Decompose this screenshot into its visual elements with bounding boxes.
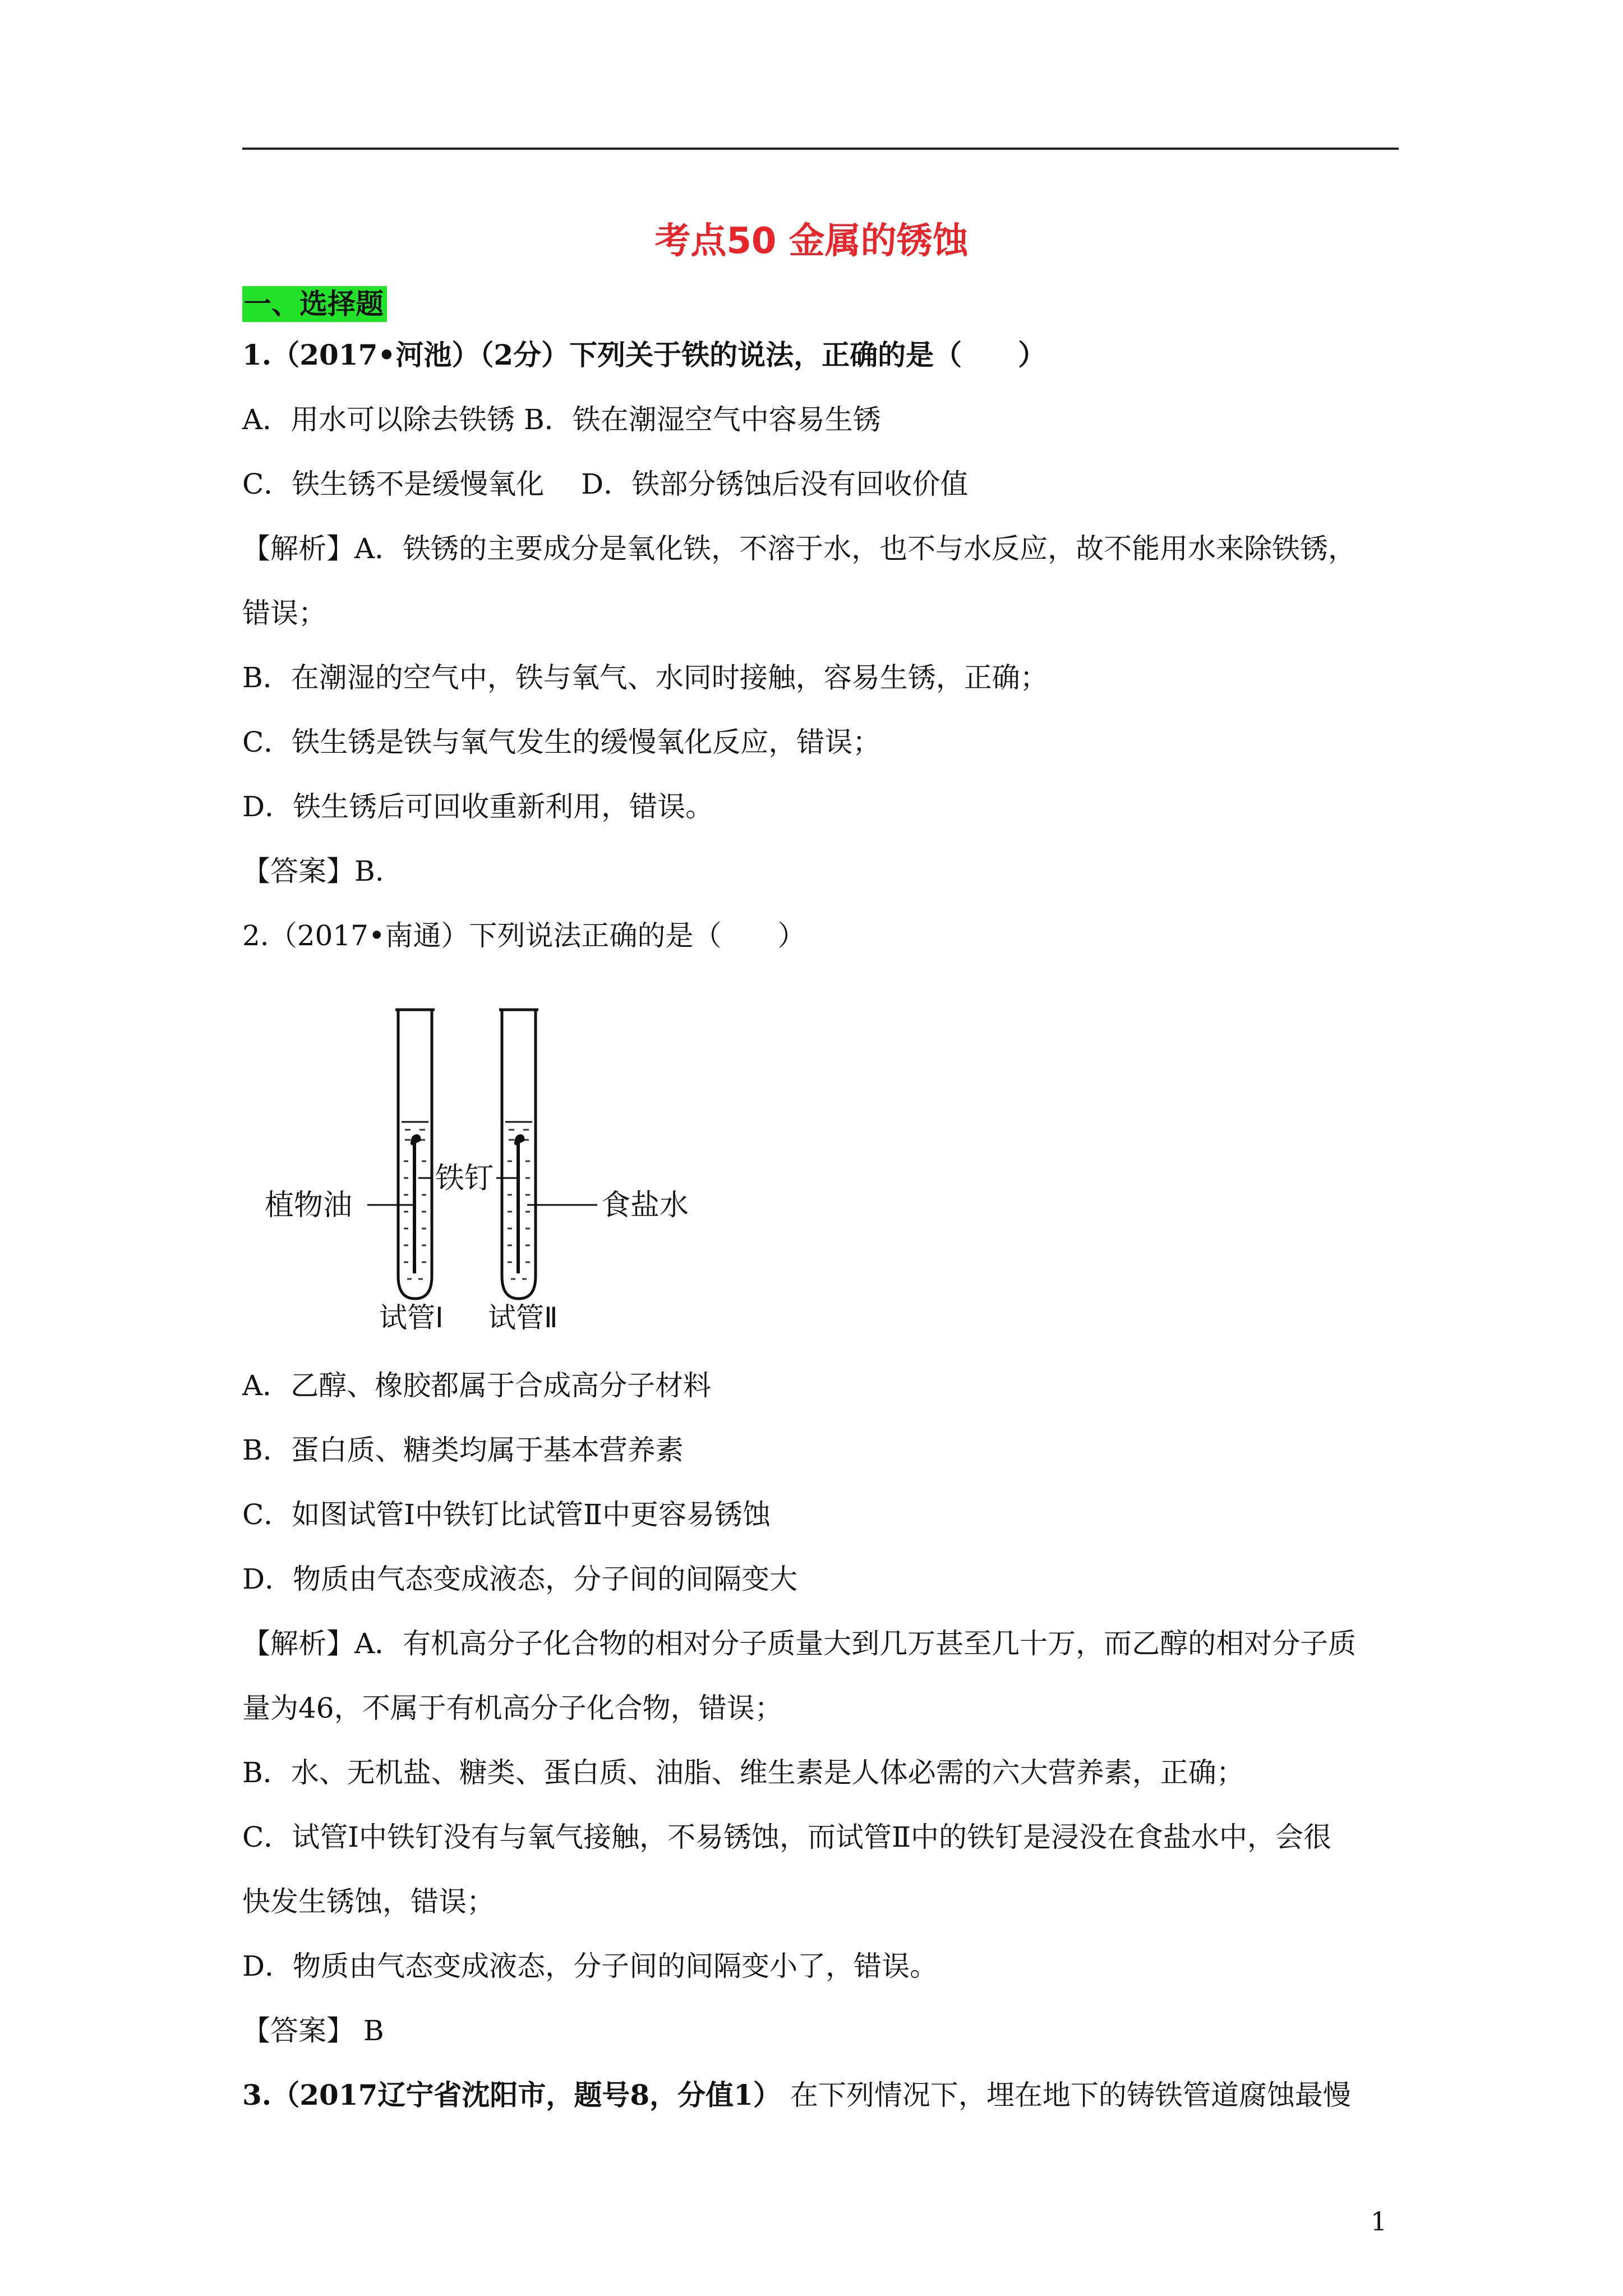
header-rule	[242, 148, 1399, 150]
question-1-analysis-line: 错误；	[242, 597, 326, 629]
page-title: 考点50 金属的锈蚀	[654, 220, 969, 262]
question-1-answer: 【答案】B.	[242, 855, 384, 887]
question-2-analysis-line: B．水、无机盐、糖类、蛋白质、油脂、维生素是人体必需的六大营养素，正确；	[242, 1756, 1244, 1789]
label-vegetable-oil: 植物油	[265, 1189, 353, 1222]
question-2-option-b: B．蛋白质、糖类均属于基本营养素	[242, 1434, 684, 1466]
question-3-source: 3.（2017辽宁省沈阳市，题号8，分值1）	[242, 2078, 781, 2111]
question-2-analysis-line: C．试管Ⅰ中铁钉没有与氧气接触，不易锈蚀，而试管Ⅱ中的铁钉是浸没在食盐水中，会很	[242, 1821, 1331, 1853]
test-tube-2	[499, 1010, 538, 1299]
question-2-answer: 【答案】 B	[242, 2014, 384, 2047]
question-3-stem	[242, 2073, 1399, 2118]
question-2-analysis-line: D．物质由气态变成液态，分子间的间隔变小了，错误。	[242, 1950, 938, 1982]
section-heading: 一、选择题	[242, 286, 387, 322]
question-1-analysis-line: C．铁生锈是铁与氧气发生的缓慢氧化反应，错误；	[242, 726, 881, 758]
test-tube-1	[395, 1010, 435, 1299]
label-salt-water: 食盐水	[601, 1189, 689, 1222]
question-1-analysis-line: 【解析】A．铁锈的主要成分是氧化铁，不溶于水，也不与水反应，故不能用水来除铁锈，	[242, 532, 1357, 565]
question-2-option-d: D．物质由气态变成液态，分子间的间隔变大	[242, 1563, 798, 1595]
question-2-option-c: C．如图试管Ⅰ中铁钉比试管Ⅱ中更容易锈蚀	[242, 1498, 771, 1531]
question-2-analysis-line: 量为46，不属于有机高分子化合物，错误；	[242, 1692, 783, 1724]
question-1-analysis-line: B．在潮湿的空气中，铁与氧气、水同时接触，容易生锈，正确；	[242, 661, 1048, 694]
label-test-tube-2: 试管Ⅱ	[488, 1301, 558, 1329]
question-2-analysis-line: 【解析】A．有机高分子化合物的相对分子质量大到几万甚至几十万，而乙醇的相对分子质	[242, 1627, 1357, 1660]
page-number: 1	[1371, 2206, 1387, 2237]
question-2-stem: 2.（2017•南通）下列说法正确的是（ ）	[242, 919, 806, 952]
question-1-analysis-line: D．铁生锈后可回收重新利用，错误。	[242, 790, 714, 823]
question-1-stem: 1.（2017•河池）（2分）下列关于铁的说法，正确的是（ ）	[242, 338, 1046, 371]
label-iron-nail: 铁钉	[435, 1162, 494, 1195]
question-2-option-a: A．乙醇、橡胶都属于合成高分子材料	[242, 1369, 712, 1402]
question-1-options-ab: A．用水可以除去铁锈 B．铁在潮湿空气中容易生锈	[242, 403, 881, 436]
test-tube-figure	[264, 993, 712, 1329]
question-3-text: 在下列情况下，埋在地下的铸铁管道腐蚀最慢	[781, 2079, 1351, 2111]
question-1-options-cd: C．铁生锈不是缓慢氧化 D．铁部分锈蚀后没有回收价值	[242, 468, 969, 500]
question-2-analysis-line: 快发生锈蚀，错误；	[242, 1885, 495, 1918]
label-test-tube-1: 试管Ⅰ	[379, 1301, 444, 1329]
